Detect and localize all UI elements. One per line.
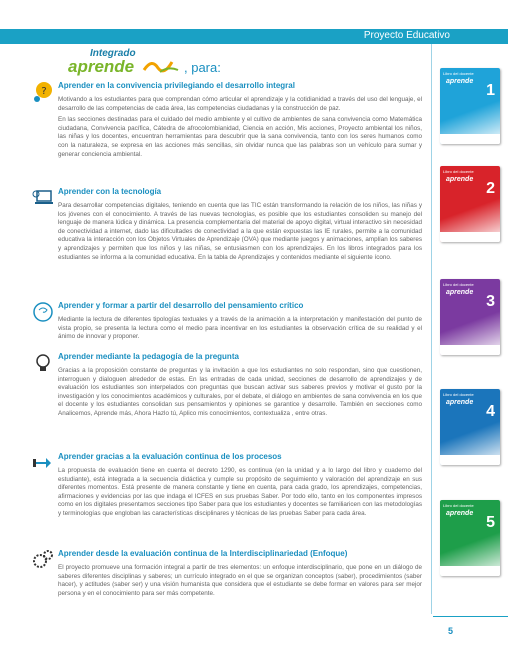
cover-label: Libro del docente [443, 282, 474, 287]
section-paragraph: El proyecto promueve una formación integral a partir de tres elementos: un enfoque interdisciplinario, que pone en un diálogo de saberes diferentes disciplinas y saberes; un currículo integrado en el que se organizan conceptos (saber), procedimientos (saber hacer), y actitudes (saber ser) y una visión humanista que considera que el estudiante se debe formar en valores para ser mejor persona y en el conocimiento para ser más competente. [58, 564, 422, 597]
book-cover-5 [440, 500, 500, 576]
footer-line [433, 616, 508, 617]
brand-para: , para: [184, 60, 221, 75]
cover-label: Libro del docente [443, 169, 474, 174]
divider-line [431, 44, 432, 614]
cover-logo: aprende [446, 510, 474, 517]
section-title: Aprender y formar a partir del desarrollo del pensamiento crítico [58, 301, 304, 310]
cover-number: 5 [486, 514, 495, 531]
section-title: Aprender mediante la pedagogía de la pregunta [58, 352, 239, 361]
section-paragraph: Para desarrollar competencias digitales, teniendo en cuenta que las TIC están transformando la relación de los niños, las niñas y los jóvenes con el conocimiento. A través de las nuevas tecnologías, es posible que los estudiantes consoliden su manejo del lenguaje de manera lúdica y dinámica. La presencia complementaria del material de apoyo digital, virtual interactivo sin necesidad de conectividad a internet, dado las dificultades de conectividad a la que están expuestas las IE rurales, permite a la comunidad educativa la interacción con los Objetos Virtuales de Aprendizaje (OVA) que mediante juegos y animaciones, amplían los saberes y aprendizajes y permiten que los niños y las niñas, se entusiasmen con los aprendizajes. En los libros integrados para los estudiantes se informa a la comunidad educativa. En la tabla de Aprendizajes y contenidos mediante el siguiente ícono. [58, 202, 422, 261]
cover-label: Libro del docente [443, 392, 474, 397]
section-paragraph: La propuesta de evaluación tiene en cuenta el decreto 1290, es continua (en la unidad y a lo largo del libro y cuaderno del estudiante), está integrada a la secuencia didáctica y cumple su propósito de seguimiento y valoración del aprendizaje en sus diferentes momentos. Está presente de manera constante y tiene en cuenta, para cada grado, los aprendizajes, competencias, afirmaciones y evidencias por las que indaga el ICFES en sus pruebas Saber. Por todo ello, tanto en los componentes impresos como en los digitales presentamos secciones tipo Saber para que los estudiantes y docentes se familiaricen con las metodologías y terminologías que engloban las características disciplinares y técnicas de las pruebas Saber para cada área. [58, 467, 422, 517]
brand-integrado: Integrado [90, 48, 136, 59]
cover-number: 4 [486, 403, 495, 420]
section-paragraph: Mediante la lectura de diferentes tipologías textuales y a través de la animación a la interpretación y manifestación del punto de vista propio, se presenta la lectura como el medio para incentivar en los estudiantes la observación crítica de su realidad y el ánimo de innovar y proponer. [58, 316, 422, 341]
gears-icon [32, 549, 54, 571]
section-interdisciplinariedad [58, 549, 422, 601]
section-tecnologia [58, 187, 422, 265]
section-title: Aprender gracias a la evaluación continua de los procesos [58, 452, 282, 461]
section-paragraph: Motivando a los estudiantes para que comprendan cómo articular el aprendizaje y la cotidianidad a través del uso del lenguaje, el desarrollo de las competencias de cada área, las competencias ciudadanas y la construcción de paz. [58, 96, 422, 112]
section-convivencia [41, 81, 422, 162]
cover-label: Libro del docente [443, 503, 474, 508]
cover-logo: aprende [446, 78, 474, 85]
section-title: Aprender desde la evaluación continua de la Interdisciplinariedad (Enfoque) [58, 549, 348, 558]
cover-number: 3 [486, 293, 495, 310]
head-thinking-icon [32, 301, 54, 323]
hand-pointer-icon [32, 452, 54, 474]
page-number: 5 [448, 626, 454, 636]
book-cover-2 [440, 166, 500, 242]
brand-aprende: aprende [68, 57, 135, 76]
section-paragraph: En las secciones destinadas para el cuidado del medio ambiente y el cultivo de ambientes de sana convivencia como Matemática ciudadana, Convivencia pacífica, Cátedra de afrocolombianidad, Ciencia en acción, Mis acciones, Proyecto ambiental los niños, las niñas y los docentes, encuentran herramientas para descubrir que la sana convivencia, tanto con los seres humanos como con la naturaleza, se expresa en las acciones más sencillas, sin olvidar nunca que las palabras son un vehículo para sumar y generar conciencia ambiental. [58, 116, 422, 158]
book-cover-4 [440, 389, 500, 465]
cover-number: 2 [486, 180, 495, 197]
section-title: Aprender en la convivencia privilegiando el desarrollo integral [58, 81, 295, 90]
section-title: Aprender con la tecnología [58, 187, 162, 196]
book-cover-1 [440, 68, 500, 144]
cover-logo: aprende [446, 176, 474, 183]
brand-swoosh-icon [142, 58, 182, 76]
cover-logo: aprende [446, 399, 474, 406]
question-bubble-icon [32, 81, 54, 103]
cover-label: Libro del docente [443, 71, 474, 76]
header-title: Proyecto Educativo [363, 30, 450, 41]
book-cover-3 [440, 279, 500, 355]
section-pregunta [58, 352, 422, 422]
lightbulb-icon [32, 352, 54, 374]
computer-icon [32, 187, 54, 209]
svg-text:?: ? [41, 86, 47, 97]
section-pensamiento-critico [58, 301, 422, 345]
section-paragraph: Gracias a la proposición constante de preguntas y la invitación a que los estudiantes no solo respondan, sino que cuestionen, interroguen y dialoguen alrededor de estas. En las entradas de cada unidad, secciones de desarrollo de aprendizajes y de evaluación los estudiantes son interpelados con preguntas que buscan activar sus saberes previos y motivar el gusto por la investigación y los conocimientos académicos y culturales, por el debate, el diálogo en ambientes de sana convivencia en los que el docente y los estudiantes consolidan sus pensamientos y opiniones se garantice y desarrolle. También en secciones como Analicemos, Aprende más, Ahora Hazlo tú, Aplico mis conocimientos, contextualiza , entre otras. [58, 367, 422, 417]
section-evaluacion [58, 452, 422, 522]
cover-logo: aprende [446, 289, 474, 296]
cover-number: 1 [486, 82, 495, 99]
